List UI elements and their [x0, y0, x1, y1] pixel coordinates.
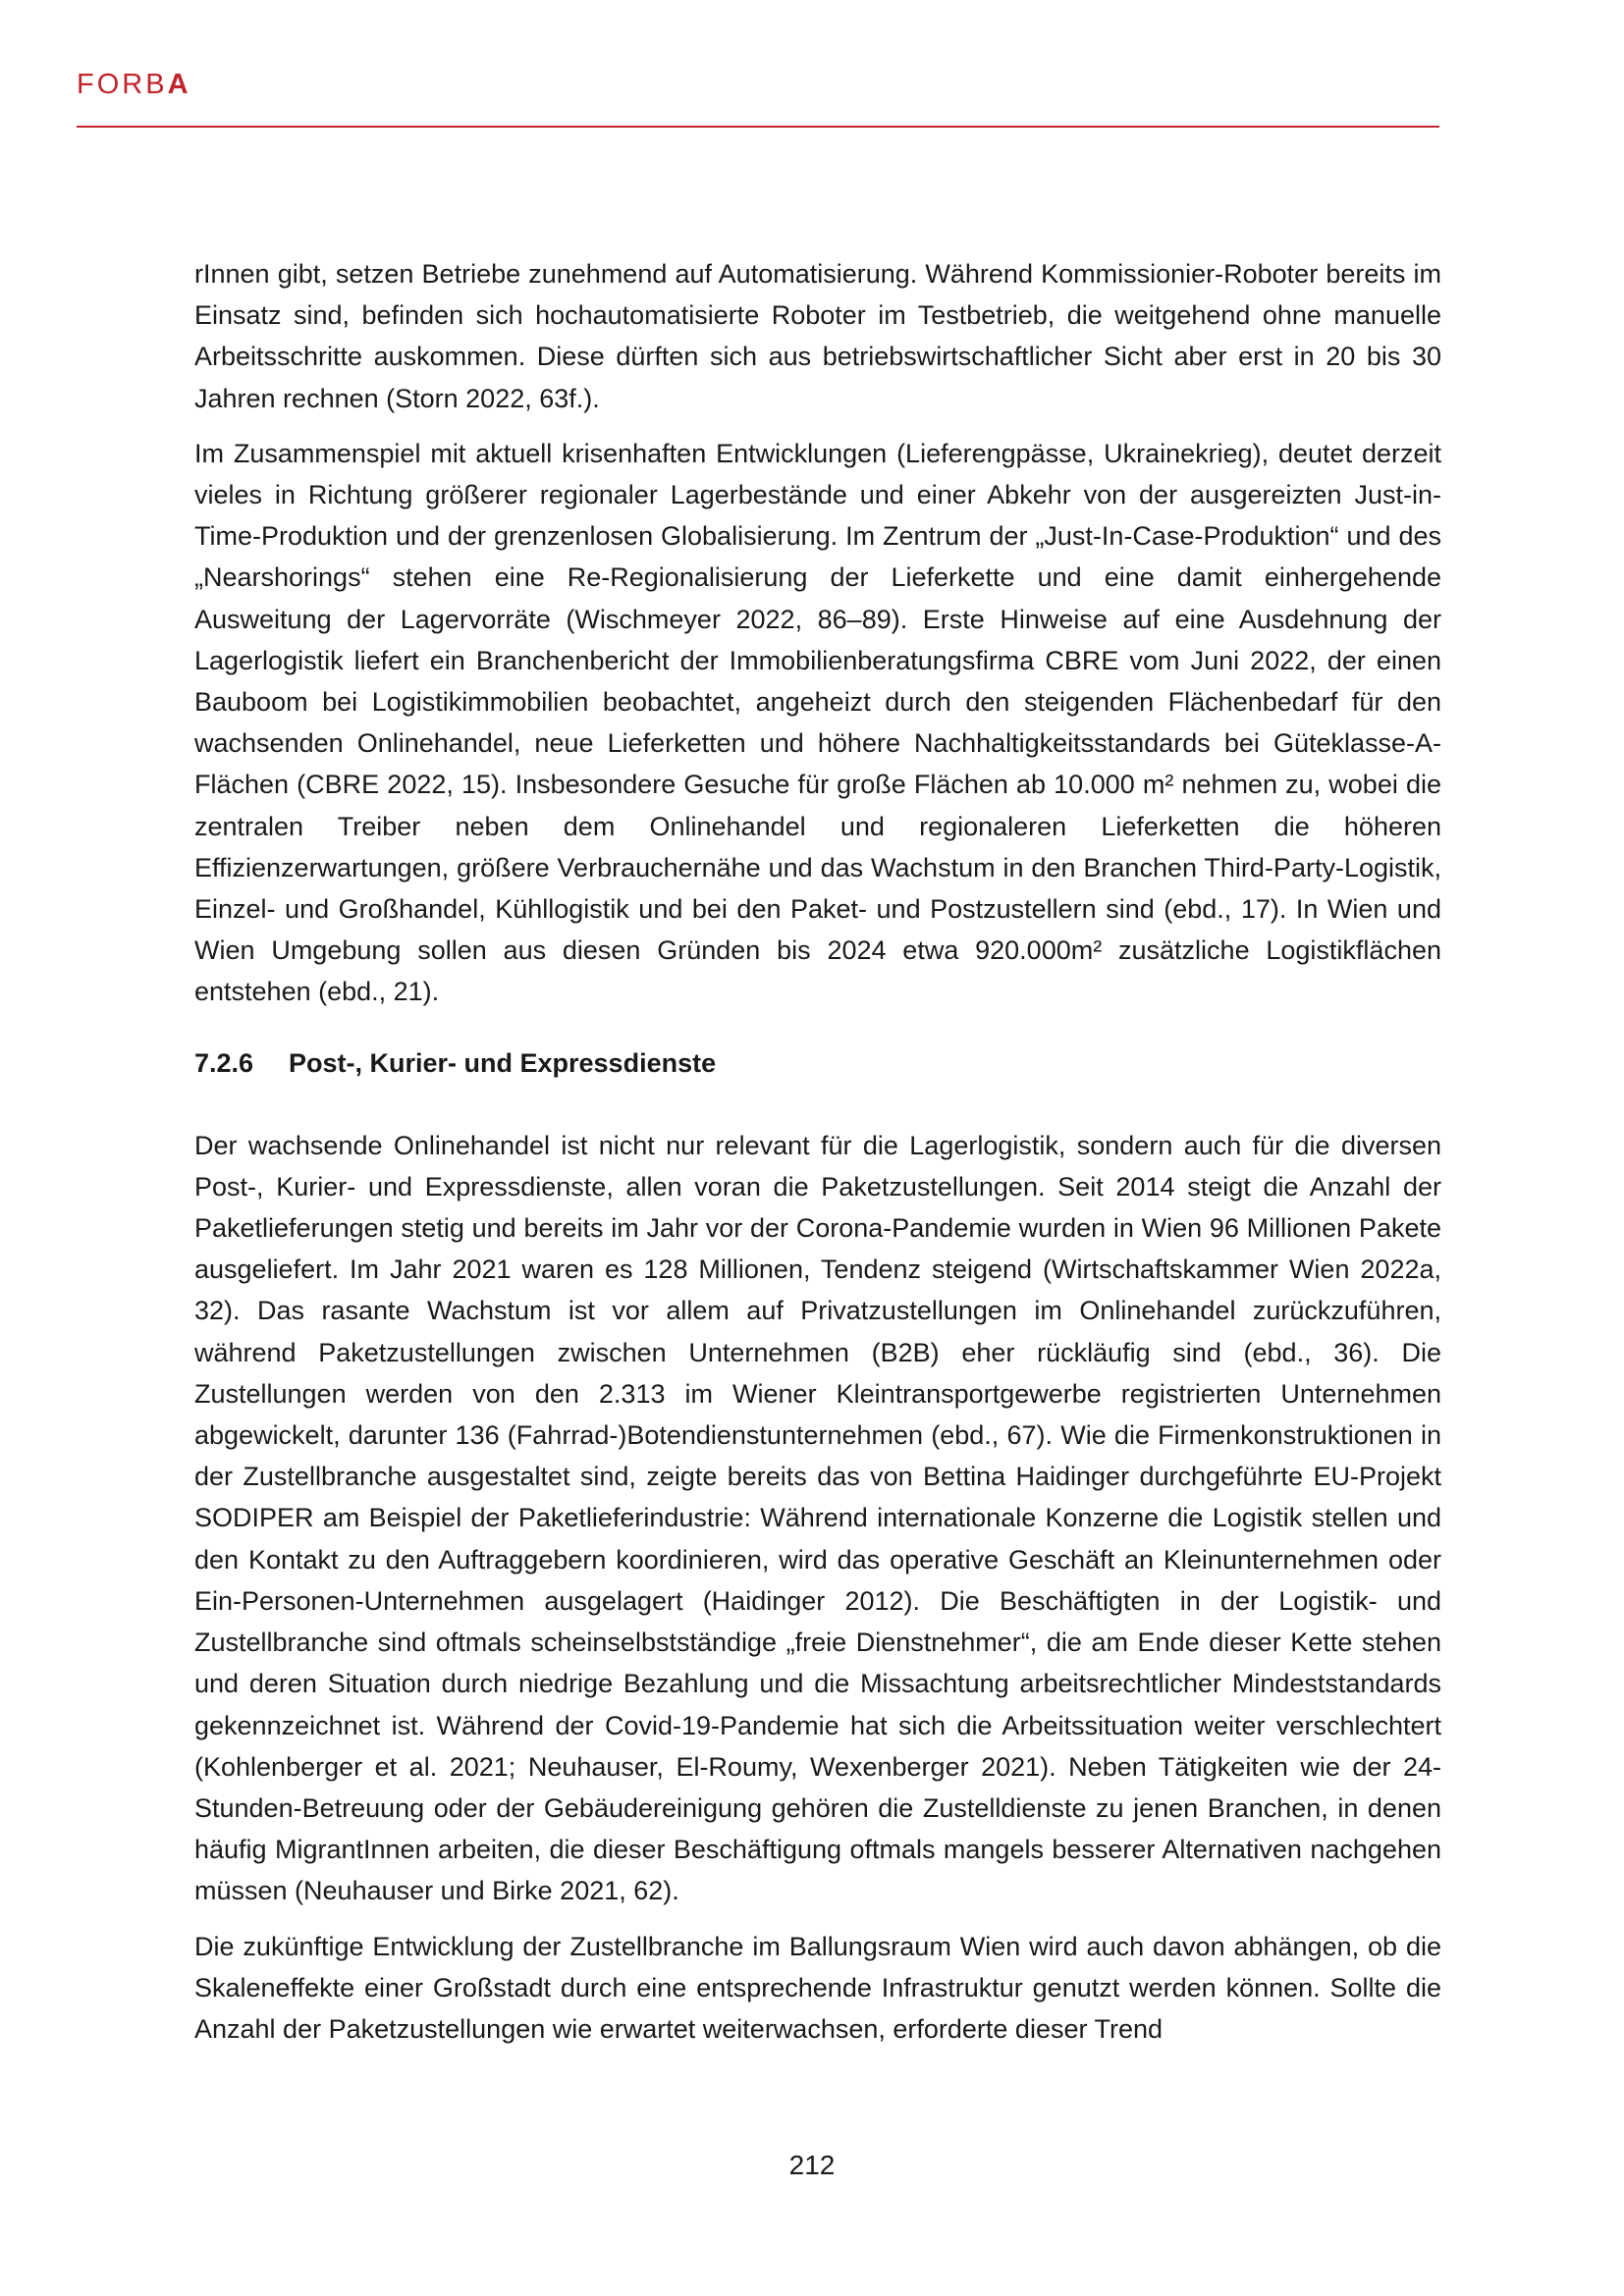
logo-text: FORB	[77, 69, 168, 100]
main-content	[194, 253, 1441, 2063]
section-number: 7.2.6	[194, 1047, 254, 1078]
section-heading	[194, 1042, 1441, 1084]
section-title: Post-, Kurier- und Expressdienste	[289, 1047, 717, 1078]
header-divider	[77, 126, 1439, 128]
logo-accent-letter: A	[167, 69, 191, 100]
forba-logo	[77, 71, 191, 99]
page-number: 212	[788, 2150, 836, 2180]
paragraph-warehouse-logistics: Im Zusammenspiel mit aktuell krisenhaften Entwicklungen (Lieferengpässe, Ukrainekrieg), deutet derzeit vieles in Richtung größerer regionaler Lagerbestände und einer Abkehr von der ausgereizten Just-in-Time-Produktion und der grenzenlosen Globalisierung. Im Zentrum der „Just-In-Case-Produktion“ und des „Nearshorings“ stehen eine Re-Regionalisierung der Lieferkette und eine damit einhergehende Ausweitung der Lagervorräte (Wischmeyer 2022, 86–89). Erste Hinweise auf eine Ausdehnung der Lagerlogistik liefert ein Branchenbericht der Immobilienberatungsfirma CBRE vom Juni 2022, der einen Bauboom bei Logistikimmobilien beobachtet, angeheizt durch den steigenden Flächenbedarf für den wachsenden Onlinehandel, neue Lieferketten und höhere Nachhaltigkeitsstandards bei Güteklasse-A-Flächen (CBRE 2022, 15). Insbesondere Gesuche für große Flächen ab 10.000 m² nehmen zu, wobei die zentralen Treiber neben dem Onlinehandel und regionaleren Lieferketten die höheren Effizienzerwartungen, größere Verbrauchernähe und das Wachstum in den Branchen Third-Party-Logistik, Einzel- und Großhandel, Kühllogistik und bei den Paket- und Postzustellern sind (ebd., 17). In Wien und Wien Umgebung sollen aus diesen Gründen bis 2024 etwa 920.000m² zusätzliche Logistikflächen entstehen (ebd., 21).	[194, 438, 1441, 1007]
paragraph-delivery-outlook: Die zukünftige Entwicklung der Zustellbranche im Ballungsraum Wien wird auch davon abhängen, ob die Skaleneffekte einer Großstadt durch eine entsprechende Infrastruktur genutzt werden können. Sollte die Anzahl der Paketzustellungen wie erwartet weiterwachsen, erforderte dieser Trend	[194, 1931, 1441, 2044]
paragraph-parcel-services: Der wachsende Onlinehandel ist nicht nur relevant für die Lagerlogistik, sondern auch für die diversen Post-, Kurier- und Expressdienste, allen voran die Paketzustellungen. Seit 2014 steigt die Anzahl der Paketlieferungen stetig und bereits im Jahr vor der Corona-Pandemie wurden in Wien 96 Millionen Pakete ausgeliefert. Im Jahr 2021 waren es 128 Millionen, Tendenz steigend (Wirtschaftskammer Wien 2022a, 32). Das rasante Wachstum ist vor allem auf Privatzustellungen im Onlinehandel zurückzuführen, während Paketzustellungen zwischen Unternehmen (B2B) eher rückläufig sind (ebd., 36). Die Zustellungen werden von den 2.313 im Wiener Kleintransportgewerbe registrierten Unternehmen abgewickelt, darunter 136 (Fahrrad-)Botendienstunternehmen (ebd., 67). Wie die Firmenkonstruktionen in der Zustellbranche ausgestaltet sind, zeigte bereits das von Bettina Haidinger durchgeführte EU-Projekt SODIPER am Beispiel der Paketlieferindustrie: Während internationale Konzerne die Logistik stellen und den Kontakt zu den Auftraggebern koordinieren, wird das operative Geschäft an Kleinunternehmen oder Ein-Personen-Unternehmen ausgelagert (Haidinger 2012). Die Beschäftigten in der Logistik- und Zustellbranche sind oftmals scheinselbstständige „freie Dienstnehmer“, die am Ende dieser Kette stehen und deren Situation durch niedrige Bezahlung und die Missachtung arbeitsrechtlicher Mindeststandards gekennzeichnet ist. Während der Covid-19-Pandemie hat sich die Arbeitssituation weiter verschlechtert (Kohlenberger et al. 2021; Neuhauser, El-Roumy, Wexenberger 2021). Neben Tätigkeiten wie der 24-Stunden-Betreuung oder der Gebäudereinigung gehören die Zustelldienste zu jenen Branchen, in denen häufig MigrantInnen arbeiten, die dieser Beschäftigung oftmals mangels besserer Alternativen nachgehen müssen (Neuhauser und Birke 2021, 62).	[194, 1130, 1441, 1906]
paragraph-automation: rInnen gibt, setzen Betriebe zunehmend auf Automatisierung. Während Kommissionier-Roboter bereits im Einsatz sind, befinden sich hochautomatisierte Roboter im Testbetrieb, die weitgehend ohne manuelle Arbeitsschritte auskommen. Diese dürften sich aus betriebswirtschaftlicher Sicht aber erst in 20 bis 30 Jahren rechnen (Storn 2022, 63f.).	[194, 259, 1441, 413]
